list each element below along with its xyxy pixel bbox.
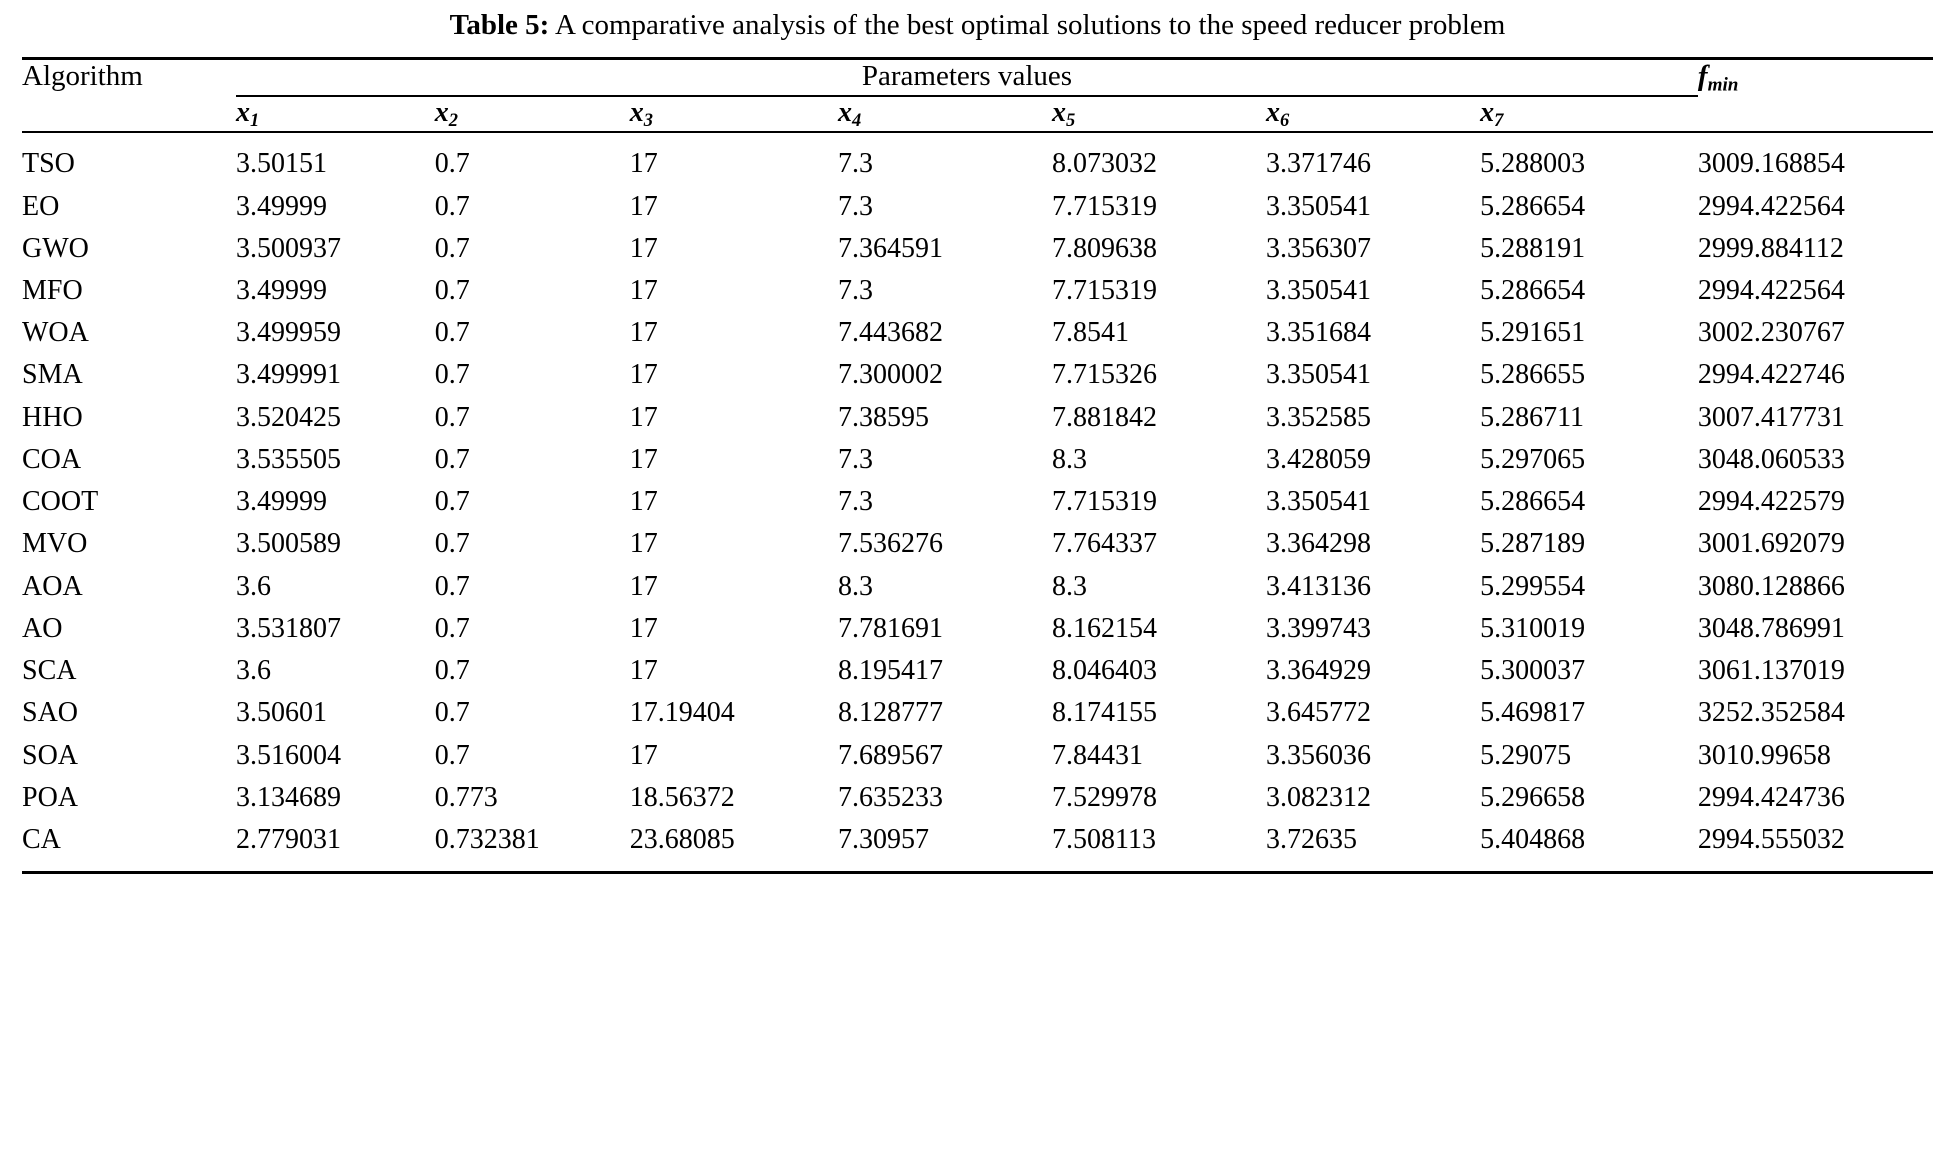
table-row xyxy=(22,228,1933,270)
cell-x4: 8.195417 xyxy=(837,655,943,687)
table-row xyxy=(22,133,1933,185)
cell-x6: 3.413136 xyxy=(1266,570,1372,602)
cell-x5: 7.715319 xyxy=(1052,190,1158,222)
cell-x2: 0.7 xyxy=(434,655,470,687)
header-spacer-algorithm xyxy=(22,97,236,132)
cell-x5: 7.529978 xyxy=(1052,781,1158,813)
cell-x3: 17 xyxy=(629,528,658,560)
caption-label: Table 5: xyxy=(449,9,550,41)
cell-x7: 5.299554 xyxy=(1480,570,1586,602)
bottom-rule xyxy=(22,873,1933,875)
cell-x5: 8.162154 xyxy=(1052,612,1158,644)
cell-x6: 3.350541 xyxy=(1266,275,1372,307)
table-row xyxy=(22,439,1933,481)
cell-algorithm: AOA xyxy=(22,570,83,602)
cell-x1: 2.779031 xyxy=(236,824,342,856)
header-x7: $x_7$ xyxy=(1480,97,1504,131)
cell-x2: 0.7 xyxy=(434,232,470,264)
cell-x5: 7.764337 xyxy=(1052,528,1158,560)
cell-fmin: 3080.128866 xyxy=(1697,570,1845,602)
cell-x5: 7.84431 xyxy=(1052,739,1144,771)
cell-x4: 7.689567 xyxy=(837,739,943,771)
cell-fmin: 2994.422746 xyxy=(1697,359,1845,391)
header-x3: $x_3$ xyxy=(629,97,653,131)
cell-x7: 5.287189 xyxy=(1480,528,1586,560)
cell-x6: 3.356307 xyxy=(1266,232,1372,264)
cell-x3: 17 xyxy=(629,443,658,475)
header-row-params xyxy=(22,97,1933,132)
cell-x6: 3.352585 xyxy=(1266,401,1372,433)
cell-x4: 7.635233 xyxy=(837,781,943,813)
table-row xyxy=(22,312,1933,354)
cell-algorithm: SCA xyxy=(22,655,77,687)
header-row-group xyxy=(22,60,1933,96)
cell-x6: 3.645772 xyxy=(1266,697,1372,729)
cell-x7: 5.310019 xyxy=(1480,612,1586,644)
cell-x6: 3.371746 xyxy=(1266,148,1372,180)
cell-x1: 3.50151 xyxy=(236,148,328,180)
header-x2: $x_2$ xyxy=(434,97,458,131)
cell-x6: 3.082312 xyxy=(1266,781,1372,813)
cell-x4: 7.536276 xyxy=(837,528,943,560)
cell-x1: 3.535505 xyxy=(236,443,342,475)
cell-x3: 17 xyxy=(629,486,658,518)
cell-fmin: 3001.692079 xyxy=(1697,528,1845,560)
cell-fmin: 3061.137019 xyxy=(1697,655,1845,687)
cell-algorithm: SAO xyxy=(22,697,79,729)
cell-x2: 0.7 xyxy=(434,190,470,222)
table-row xyxy=(22,481,1933,523)
cell-algorithm: MVO xyxy=(22,528,88,560)
cell-x7: 5.288003 xyxy=(1480,148,1586,180)
header-parameters-group: Parameters values xyxy=(861,59,1073,92)
cell-x3: 23.68085 xyxy=(629,824,735,856)
cell-fmin: 2994.422564 xyxy=(1697,275,1845,307)
cell-x3: 17 xyxy=(629,190,658,222)
cell-x7: 5.297065 xyxy=(1480,443,1586,475)
cell-x6: 3.350541 xyxy=(1266,359,1372,391)
cell-x1: 3.499991 xyxy=(236,359,342,391)
cell-x2: 0.7 xyxy=(434,401,470,433)
header-x5: $x_5$ xyxy=(1052,97,1076,131)
table-row xyxy=(22,397,1933,439)
table-row xyxy=(22,650,1933,692)
cell-x7: 5.291651 xyxy=(1480,317,1586,349)
cell-algorithm: SMA xyxy=(22,359,83,391)
cell-x7: 5.288191 xyxy=(1480,232,1586,264)
cell-x7: 5.286711 xyxy=(1480,401,1585,433)
header-fmin xyxy=(1698,60,1933,96)
cell-x5: 8.046403 xyxy=(1052,655,1158,687)
cell-x7: 5.286654 xyxy=(1480,190,1586,222)
cell-fmin: 3048.786991 xyxy=(1697,612,1845,644)
cell-x1: 3.49999 xyxy=(236,190,328,222)
cell-algorithm: CA xyxy=(22,824,61,856)
cell-algorithm: SOA xyxy=(22,739,79,771)
cell-x1: 3.6 xyxy=(236,655,272,687)
cell-x1: 3.500589 xyxy=(236,528,342,560)
header-spacer-fmin xyxy=(1698,97,1933,132)
cell-x7: 5.300037 xyxy=(1480,655,1586,687)
cell-x7: 5.469817 xyxy=(1480,697,1586,729)
cell-x5: 7.8541 xyxy=(1052,317,1130,349)
table-row xyxy=(22,777,1933,819)
cell-x5: 8.073032 xyxy=(1052,148,1158,180)
table-row xyxy=(22,270,1933,312)
cell-x7: 5.404868 xyxy=(1480,824,1586,856)
cell-x2: 0.7 xyxy=(434,443,470,475)
comparison-table xyxy=(22,57,1933,875)
cell-x2: 0.7 xyxy=(434,486,470,518)
cell-x4: 8.128777 xyxy=(837,697,943,729)
header-x6: $x_6$ xyxy=(1266,97,1290,131)
cell-x3: 17 xyxy=(629,570,658,602)
cell-x4: 7.300002 xyxy=(837,359,943,391)
cell-x5: 7.881842 xyxy=(1052,401,1158,433)
cell-x6: 3.72635 xyxy=(1266,824,1358,856)
cell-x3: 17 xyxy=(629,739,658,771)
cell-x4: 7.3 xyxy=(837,190,873,222)
cell-algorithm: TSO xyxy=(22,148,75,180)
table-row xyxy=(22,523,1933,565)
cell-fmin: 3010.99658 xyxy=(1697,739,1831,771)
cell-x3: 17 xyxy=(629,148,658,180)
fmin-symbol: $f_{min}$ xyxy=(1697,59,1739,96)
cell-x4: 7.30957 xyxy=(837,824,929,856)
cell-x1: 3.520425 xyxy=(236,401,342,433)
cell-x4: 7.364591 xyxy=(837,232,943,264)
cell-x3: 17 xyxy=(629,232,658,264)
cell-x5: 8.174155 xyxy=(1052,697,1158,729)
cell-x5: 8.3 xyxy=(1052,443,1088,475)
cell-x6: 3.364929 xyxy=(1266,655,1372,687)
cell-x6: 3.428059 xyxy=(1266,443,1372,475)
cell-x4: 7.443682 xyxy=(837,317,943,349)
cell-x6: 3.350541 xyxy=(1266,190,1372,222)
cell-fmin: 2994.422564 xyxy=(1697,190,1845,222)
cell-x1: 3.499959 xyxy=(236,317,342,349)
cell-x3: 17 xyxy=(629,359,658,391)
cell-algorithm: MFO xyxy=(22,275,83,307)
cell-x5: 7.809638 xyxy=(1052,232,1158,264)
table-body xyxy=(22,133,1933,872)
cell-algorithm: WOA xyxy=(22,317,89,349)
cell-x5: 7.715319 xyxy=(1052,486,1158,518)
cell-fmin: 3002.230767 xyxy=(1697,317,1845,349)
cell-x5: 7.508113 xyxy=(1052,824,1156,856)
cell-x4: 7.3 xyxy=(837,275,873,307)
cell-x2: 0.7 xyxy=(434,570,470,602)
table-row xyxy=(22,608,1933,650)
cell-fmin: 3007.417731 xyxy=(1697,401,1845,433)
cell-fmin: 3009.168854 xyxy=(1697,148,1845,180)
cell-x1: 3.531807 xyxy=(236,612,342,644)
cell-x3: 17.19404 xyxy=(629,697,735,729)
header-algorithm: Algorithm xyxy=(22,59,143,92)
cell-x3: 17 xyxy=(629,317,658,349)
cell-fmin: 2999.884112 xyxy=(1697,232,1844,264)
cell-x4: 7.3 xyxy=(837,486,873,518)
cell-x4: 7.38595 xyxy=(837,401,929,433)
cell-x7: 5.286654 xyxy=(1480,486,1586,518)
table-row xyxy=(22,566,1933,608)
cell-algorithm: POA xyxy=(22,781,79,813)
cell-x2: 0.7 xyxy=(434,359,470,391)
cell-algorithm: GWO xyxy=(22,232,89,264)
cell-x2: 0.732381 xyxy=(434,824,540,856)
table-caption xyxy=(22,0,1933,57)
cell-x1: 3.500937 xyxy=(236,232,342,264)
cell-x6: 3.350541 xyxy=(1266,486,1372,518)
cell-algorithm: COOT xyxy=(22,486,99,518)
cell-x3: 17 xyxy=(629,655,658,687)
cell-x5: 7.715326 xyxy=(1052,359,1158,391)
cell-x2: 0.7 xyxy=(434,528,470,560)
cell-x3: 18.56372 xyxy=(629,781,735,813)
cell-x2: 0.7 xyxy=(434,275,470,307)
caption-text: A comparative analysis of the best optimal solutions to the speed reducer problem xyxy=(554,9,1506,41)
cell-fmin: 3048.060533 xyxy=(1697,443,1845,475)
cell-x5: 7.715319 xyxy=(1052,275,1158,307)
cell-x1: 3.50601 xyxy=(236,697,328,729)
table-row xyxy=(22,186,1933,228)
cell-x1: 3.49999 xyxy=(236,275,328,307)
cell-x1: 3.516004 xyxy=(236,739,342,771)
table-row xyxy=(22,735,1933,777)
cell-fmin: 3252.352584 xyxy=(1697,697,1845,729)
cell-x6: 3.364298 xyxy=(1266,528,1372,560)
table-row xyxy=(22,692,1933,734)
cell-algorithm: COA xyxy=(22,443,82,475)
cell-x6: 3.399743 xyxy=(1266,612,1372,644)
table-row xyxy=(22,354,1933,396)
cell-x6: 3.351684 xyxy=(1266,317,1372,349)
cell-x7: 5.296658 xyxy=(1480,781,1586,813)
cell-fmin: 2994.555032 xyxy=(1697,824,1845,856)
cell-x4: 7.3 xyxy=(837,443,873,475)
cell-x2: 0.7 xyxy=(434,697,470,729)
cell-x4: 7.781691 xyxy=(837,612,943,644)
cell-x7: 5.286655 xyxy=(1480,359,1586,391)
header-x1: $x_1$ xyxy=(236,97,260,131)
cell-algorithm: HHO xyxy=(22,401,83,433)
cell-x2: 0.773 xyxy=(434,781,498,813)
cell-fmin: 2994.424736 xyxy=(1697,781,1845,813)
cell-x3: 17 xyxy=(629,401,658,433)
cell-x2: 0.7 xyxy=(434,148,470,180)
cell-x7: 5.29075 xyxy=(1480,739,1572,771)
cell-x1: 3.49999 xyxy=(236,486,328,518)
cell-algorithm: EO xyxy=(22,190,60,222)
table-row xyxy=(22,819,1933,873)
cell-x7: 5.286654 xyxy=(1480,275,1586,307)
cell-x3: 17 xyxy=(629,612,658,644)
cell-x4: 7.3 xyxy=(837,148,873,180)
cell-x2: 0.7 xyxy=(434,739,470,771)
cell-algorithm: AO xyxy=(22,612,63,644)
cell-x3: 17 xyxy=(629,275,658,307)
cell-x6: 3.356036 xyxy=(1266,739,1372,771)
cell-x5: 8.3 xyxy=(1052,570,1088,602)
cell-x4: 8.3 xyxy=(837,570,873,602)
cell-x1: 3.6 xyxy=(236,570,272,602)
header-x4: $x_4$ xyxy=(837,97,862,131)
cell-fmin: 2994.422579 xyxy=(1697,486,1845,518)
cell-x1: 3.134689 xyxy=(236,781,342,813)
cell-x2: 0.7 xyxy=(434,317,470,349)
cell-x2: 0.7 xyxy=(434,612,470,644)
